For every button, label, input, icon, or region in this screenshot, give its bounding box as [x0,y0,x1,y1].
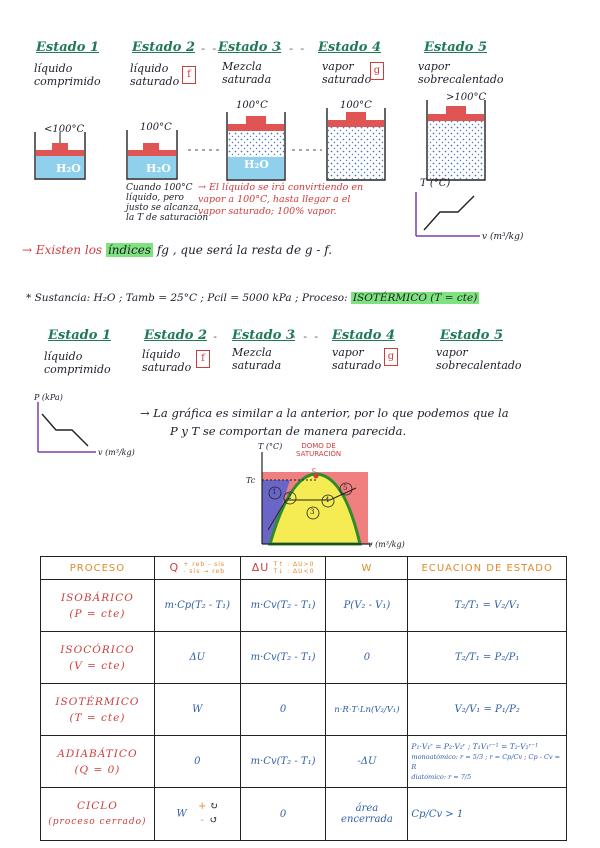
desc-line: sobrecalentado [418,73,504,86]
desc-line: Mezcla [232,346,272,359]
tv-graph [416,192,480,236]
header-du-minus: T↓ : ΔU<0 [273,568,315,575]
indices-highlight: índices [107,243,151,257]
desc-line: líquido [44,350,83,363]
s1-dash: - - - [190,42,219,55]
row-eq: T₂/T₁ = P₂/P₁ [408,632,567,684]
s2-dash: - - [202,330,219,343]
dome-region-2: 2 [287,493,292,501]
dome-title [296,442,341,458]
row-q: 0 [154,736,240,788]
pv-graph-ylabel: P (kPa) [34,393,63,402]
s1-letter-g: g [370,62,384,80]
saturation-dome [262,452,372,544]
desc-line: líquido [142,348,181,361]
s1-water-label-3: H₂O [244,158,269,171]
header-q [154,557,240,580]
s1-state-3-title: Estado 3 [218,40,281,55]
row-name-line: (Q = 0) [74,763,121,776]
note-line: vapor saturado; 100% vapor. [198,206,337,217]
dome-tc: Tc [246,476,256,485]
desc-line: vapor [436,346,468,359]
header-q-minus: - sis → reb [183,568,226,575]
s2-state-3-desc [232,346,281,372]
s1-state-4-title: Estado 4 [318,40,381,55]
row-w-line: encerrada [341,814,393,825]
row-w-line: área [355,803,379,814]
row-name-line: (P = cte) [69,607,126,620]
s1-temp-3: 100°C [236,100,268,111]
s1-note-arrow [198,182,363,218]
indices-prefix: → Existen los [22,243,103,257]
desc-line: comprimido [34,75,101,88]
row-name [41,788,155,841]
row-w [326,788,408,841]
row-name-line: ISOTÉRMICO [55,695,140,708]
table-row [41,684,567,736]
desc-line: vapor [322,60,354,73]
conditions-highlight: ISOTÉRMICO (T = cte) [352,292,478,304]
s2-state-2-title: Estado 2 [144,328,207,343]
s2-state-5-desc [436,346,522,372]
conditions-text: * Sustancia: H₂O ; Tamb = 25°C ; Pcil = 5000 kPa ; Proceso: [26,292,348,304]
row-name-line: (T = cte) [69,711,126,724]
row-eq-line: diatómico: r = 7/5 [411,773,472,781]
pv-graph [38,402,96,452]
s1-indices-note [22,243,332,257]
dome-xlabel: v (m³/kg) [368,540,405,549]
row-du: m·Cv(T₂ - T₁) [240,580,326,632]
s2-state-2-desc [142,348,191,374]
desc-line: Mezcla [222,60,262,73]
s2-letter-f: f [196,350,210,368]
tv-graph-xlabel: v (m³/kg) [482,232,524,242]
header-q-label: Q [169,561,180,574]
s1-letter-f: f [182,66,196,84]
desc-line: saturada [232,359,282,372]
desc-line: sobrecalentado [436,359,522,372]
desc-line: saturado [332,359,382,372]
row-name-line: (V = cte) [69,659,126,672]
dome-title-line: DOMO DE [301,442,336,450]
s2-state-1-desc [44,350,111,376]
row-name [41,684,155,736]
row-q [154,788,240,841]
note-line: líquido, pero [126,193,184,203]
row-name [41,736,155,788]
row-du: 0 [240,788,326,841]
s1-dash: - - - [278,42,307,55]
row-w: n·R·T·Ln(V₂/V₁) [326,684,408,736]
row-eq: Cp/Cv > 1 [408,788,567,841]
row-name-line: ISOBÁRICO [60,591,134,604]
row-name-line: ADIABÁTICO [57,747,138,760]
row-eq: T₂/T₁ = V₂/V₁ [408,580,567,632]
tv-graph-ylabel: T (°C) [420,178,451,189]
s1-state-5-title: Estado 5 [424,40,487,55]
s2-letter-g: g [384,348,398,366]
row-eq: V₂/V₁ = P₁/P₂ [408,684,567,736]
desc-line: saturada [222,73,272,86]
row-name-line: (proceso cerrado) [48,817,147,827]
header-proceso: PROCESO [41,557,155,580]
row-eq-line: monoatómico: r = 5/3 ; r = Cp/Cv ; Cp - Cv = R [411,753,561,771]
dome-critical-point: c [312,466,316,474]
indices-suffix: fg , que será la resta de g - f. [156,243,333,257]
row-q: W [154,684,240,736]
row-w: -ΔU [326,736,408,788]
desc-line: saturado [142,361,192,374]
s1-note-left [126,183,208,223]
row-name [41,632,155,684]
s2-dash: - - - [292,330,321,343]
dome-region-3: 3 [310,508,315,516]
dome-region-4: 4 [325,496,330,504]
header-ecuacion: ECUACION DE ESTADO [408,557,567,580]
row-q: ΔU [154,632,240,684]
header-q-plus: + reb - sis [183,561,226,568]
s2-state-5-title: Estado 5 [440,328,503,343]
table-header-row [41,557,567,580]
s2-state-4-title: Estado 4 [332,328,395,343]
row-w: 0 [326,632,408,684]
header-w: W [326,557,408,580]
pv-graph-xlabel: v (m³/kg) [98,448,135,457]
note-line: Cuando 100°C [126,183,193,193]
dome-ylabel: T (°C) [258,442,283,451]
header-du-plus: T↑ : ΔU>0 [273,561,315,568]
note-line: justo se alcanza [126,203,199,213]
row-du: m·Cv(T₂ - T₁) [240,632,326,684]
s1-temp-1: <100°C [44,124,85,135]
desc-line: líquido [130,62,169,75]
row-du: 0 [240,684,326,736]
s2-note [140,404,509,440]
s1-state-2-title: Estado 2 [132,40,195,55]
row-q: m·Cp(T₂ - T₁) [154,580,240,632]
desc-line: saturado [322,73,372,86]
s1-temp-4: 100°C [340,100,372,111]
s1-water-label-2: H₂O [146,162,171,175]
cycle-counterclockwise-icon: ↺ [209,815,218,826]
row-q-plus: + [198,801,207,812]
process-table [40,556,567,841]
note-line: la T de saturación [126,213,209,223]
row-w: P(V₂ - V₁) [326,580,408,632]
s2-conditions [26,292,479,304]
note-line: P y T se comportan de manera parecida. [170,424,407,438]
row-q-value: W [176,808,187,820]
cylinder-4 [327,108,385,180]
row-du: m·Cv(T₂ - T₁) [240,736,326,788]
cylinder-5 [427,100,485,180]
table-row [41,788,567,841]
s1-state-1-title: Estado 1 [36,40,99,55]
note-line: vapor a 100°C, hasta llegar a el [198,194,351,205]
s2-state-1-title: Estado 1 [48,328,111,343]
table-row [41,632,567,684]
s1-water-label-1: H₂O [56,162,81,175]
header-du-label: ΔU [251,561,270,574]
desc-line: comprimido [44,363,111,376]
cycle-clockwise-icon: ↻ [209,801,218,812]
dome-region-1: 1 [272,488,277,496]
dome-region-5: 5 [343,484,348,492]
s2-state-3-title: Estado 3 [232,328,295,343]
desc-line: líquido [34,62,73,75]
row-name-line: CICLO [77,800,118,812]
desc-line: vapor [332,346,364,359]
desc-line: saturado [130,75,180,88]
dome-title-line: SATURACIÓN [296,450,342,458]
row-eq [408,736,567,788]
desc-line: vapor [418,60,450,73]
row-q-minus: - [200,815,204,826]
table-row [41,580,567,632]
s2-state-4-desc [332,346,381,372]
row-name [41,580,155,632]
row-eq-line: P₁·V₁ʳ = P₂·V₂ʳ ; T₁V₁ʳ⁻¹ = T₂·V₂ʳ⁻¹ [411,742,539,751]
s1-temp-2: 100°C [140,122,172,133]
header-du [240,557,326,580]
note-line: → El líquido se irá convirtiendo en [198,182,364,193]
row-name-line: ISOCÓRICO [60,643,135,656]
table-row [41,736,567,788]
s1-temp-5: >100°C [446,92,487,103]
note-line: → La gráfica es similar a la anterior, por lo que podemos que la [140,406,509,420]
